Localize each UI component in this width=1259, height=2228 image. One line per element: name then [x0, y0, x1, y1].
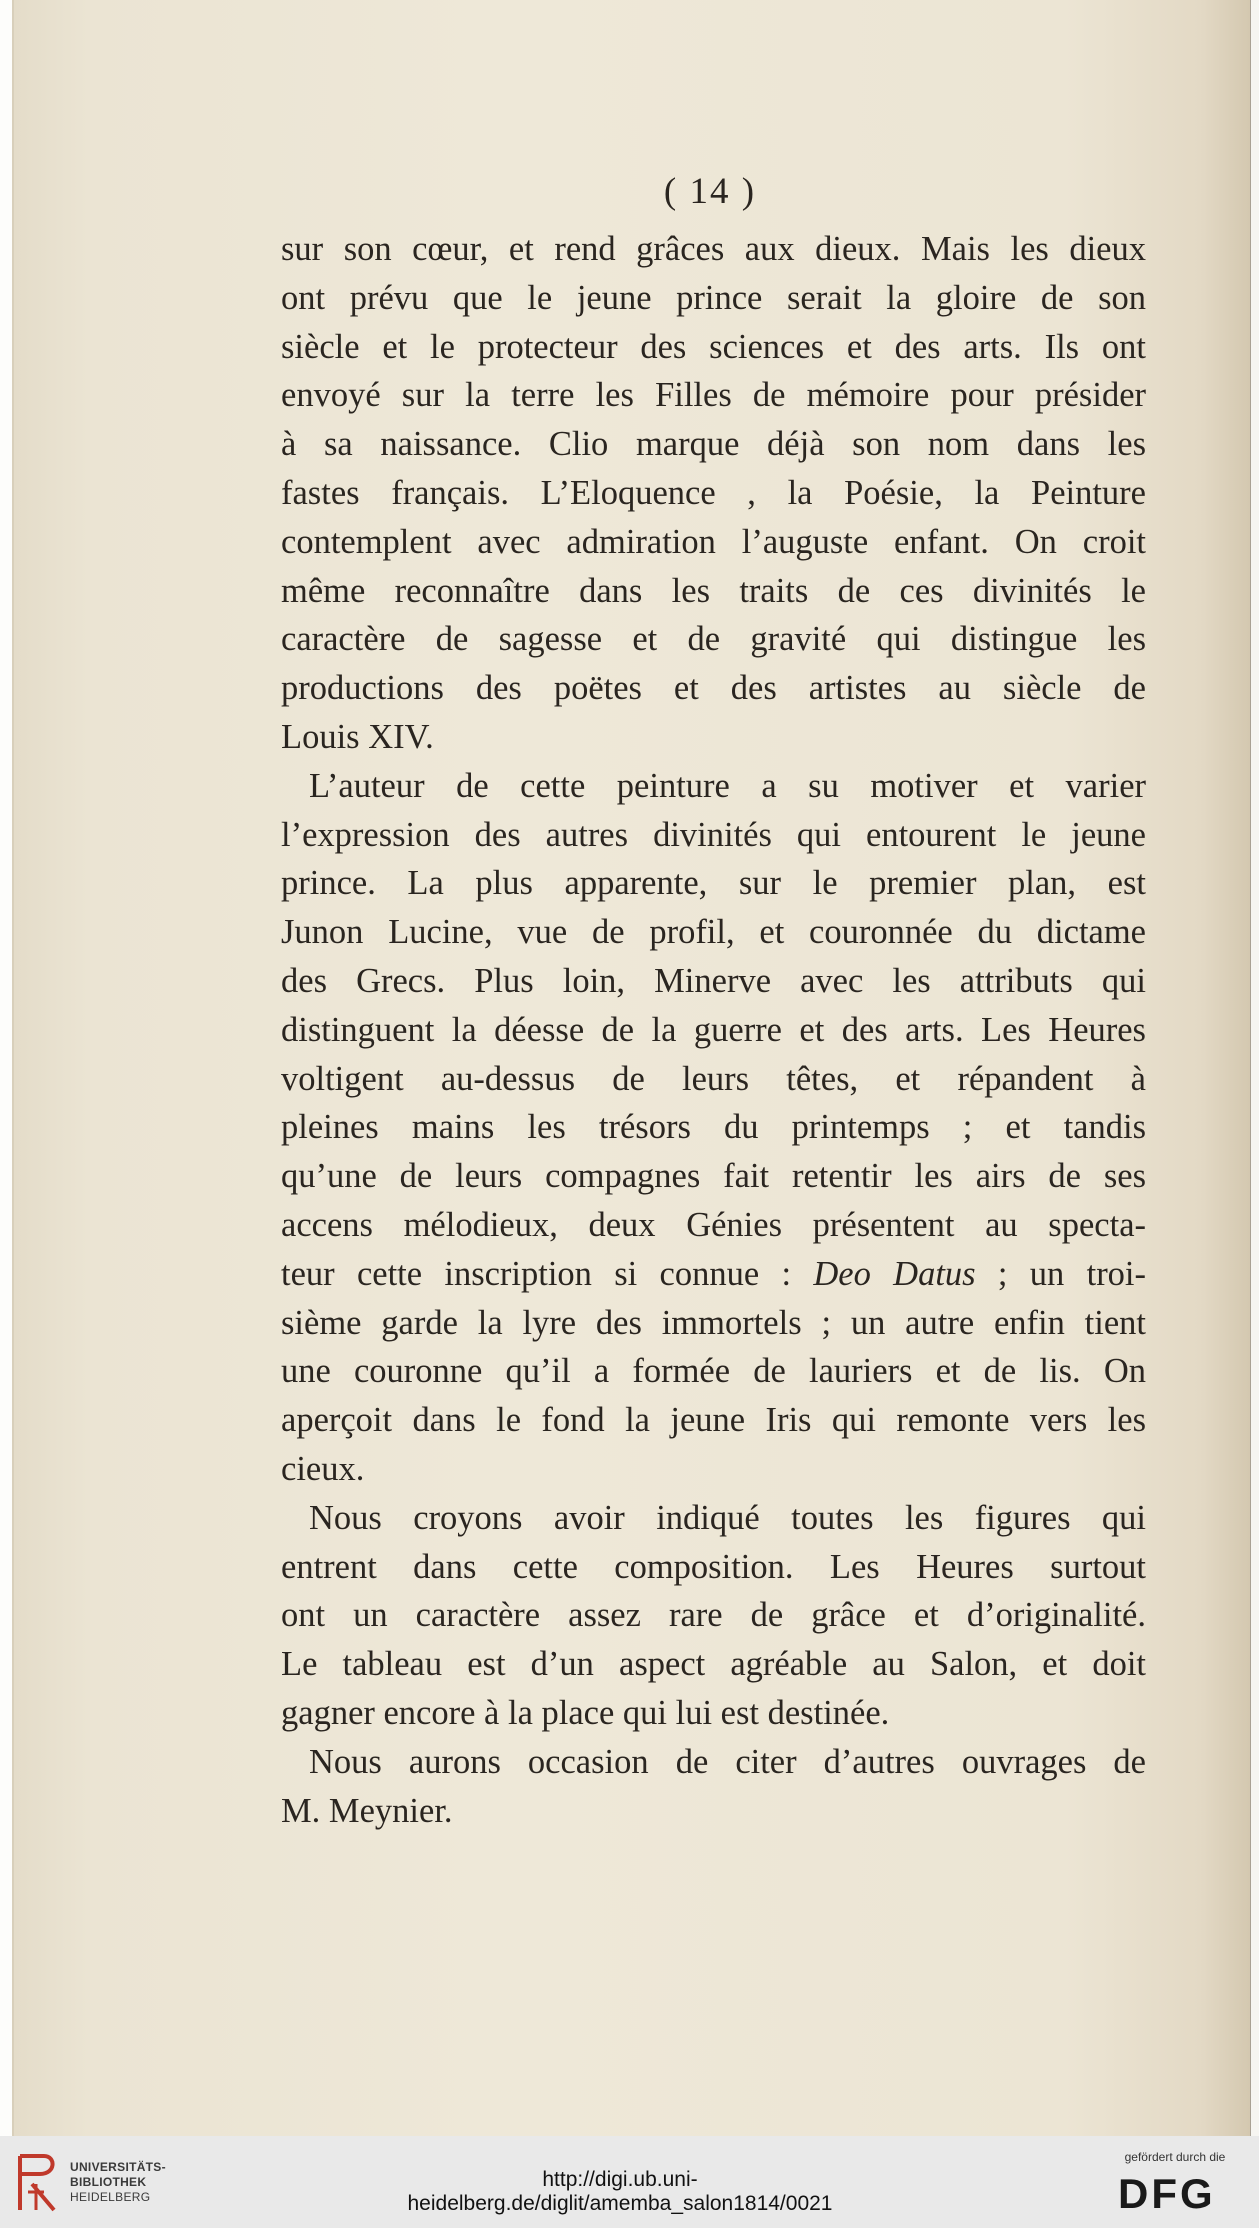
text-line: des Grecs. Plus loin, Minerve avec les attributs qui [281, 961, 1146, 1000]
viewer-footer [0, 2136, 1259, 2228]
text-segment: ; un troi- [975, 1254, 1147, 1293]
paragraph-1 [281, 225, 1146, 762]
text-line: voltigent au-dessus de leurs têtes, et répandent à [281, 1059, 1146, 1098]
paragraph-4 [281, 1738, 1146, 1836]
paragraph-3 [281, 1494, 1146, 1738]
university-name-line: HEIDELBERG [70, 2190, 151, 2204]
text-line: sième garde la lyre des immortels ; un autre enfin tient [281, 1303, 1146, 1342]
text-line: productions des poëtes et des artistes au siècle de [281, 669, 1146, 708]
permalink-url[interactable]: http://digi.ub.uni-heidelberg.de/diglit/amemba_salon1814/0021 [407, 2168, 833, 2215]
funded-by-label: gefördert durch die [1124, 2150, 1226, 2164]
text-line: une couronne qu’il a formée de lauriers et de lis. On [281, 1352, 1146, 1391]
text-line: pleines mains les trésors du printemps ; et tandis [281, 1108, 1146, 1147]
text-segment: teur cette inscription si connue : [281, 1254, 792, 1293]
text-line: L’auteur de cette peinture a su motiver et varier [309, 766, 1146, 805]
text-line-with-italic [281, 1250, 1146, 1299]
text-line: Nous croyons avoir indiqué toutes les figures qui [309, 1498, 1146, 1537]
text-line: ont un caractère assez rare de grâce et d’originalité. [281, 1596, 1146, 1635]
text-line: siècle et le protecteur des sciences et des arts. Ils ont [281, 327, 1146, 366]
text-line: à sa naissance. Clio marque déjà son nom dans les [281, 425, 1146, 464]
text-line: l’expression des autres divinités qui entourent le jeune [281, 815, 1146, 854]
text-line: fastes français. L’Eloquence , la Poésie, la Peinture [281, 473, 1146, 512]
dfg-logo: DFG [1118, 2170, 1216, 2217]
text-line: gagner encore à la place qui lui est destinée. [281, 1693, 890, 1732]
paragraph-2 [281, 762, 1146, 1494]
page-number: ( 14 ) [663, 171, 757, 212]
text-line: qu’une de leurs compagnes fait retentir les airs de ses [281, 1157, 1146, 1196]
text-line: Le tableau est d’un aspect agréable au Salon, et doit [281, 1645, 1146, 1684]
page-edge [1250, 0, 1259, 2136]
text-line: M. Meynier. [281, 1791, 453, 1830]
italic-inscription: Deo Datus [813, 1254, 976, 1293]
text-line: distinguent la déesse de la guerre et des arts. Les Heures [281, 1010, 1146, 1049]
text-line: cieux. [281, 1449, 365, 1488]
text-line: envoyé sur la terre les Filles de mémoire pour présider [281, 376, 1146, 415]
university-name-line: UNIVERSITÄTS- [70, 2160, 166, 2174]
text-line: prince. La plus apparente, sur le premier plan, est [281, 864, 1146, 903]
text-line: Junon Lucine, vue de profil, et couronnée du dictame [281, 913, 1146, 952]
university-name-line: BIBLIOTHEK [70, 2175, 147, 2189]
text-line: Louis XIV. [281, 717, 434, 756]
text-line: sur son cœur, et rend grâces aux dieux. Mais les dieux [281, 230, 1146, 268]
text-line: ont prévu que le jeune prince serait la gloire de son [281, 278, 1146, 317]
body-text [281, 225, 1146, 1835]
text-line: Nous aurons occasion de citer d’autres ouvrages de [309, 1742, 1146, 1781]
text-line: entrent dans cette composition. Les Heures surtout [281, 1547, 1146, 1586]
text-line: même reconnaître dans les traits de ces divinités le [281, 571, 1146, 610]
text-line: accens mélodieux, deux Génies présentent au specta- [281, 1205, 1146, 1244]
university-name [70, 2160, 166, 2205]
text-line: caractère de sagesse et de gravité qui distingue les [281, 620, 1146, 659]
text-line: aperçoit dans le fond la jeune Iris qui remonte vers les [281, 1401, 1146, 1440]
university-logo-icon [14, 2152, 60, 2214]
text-line: contemplent avec admiration l’auguste enfant. On croit [281, 522, 1146, 561]
